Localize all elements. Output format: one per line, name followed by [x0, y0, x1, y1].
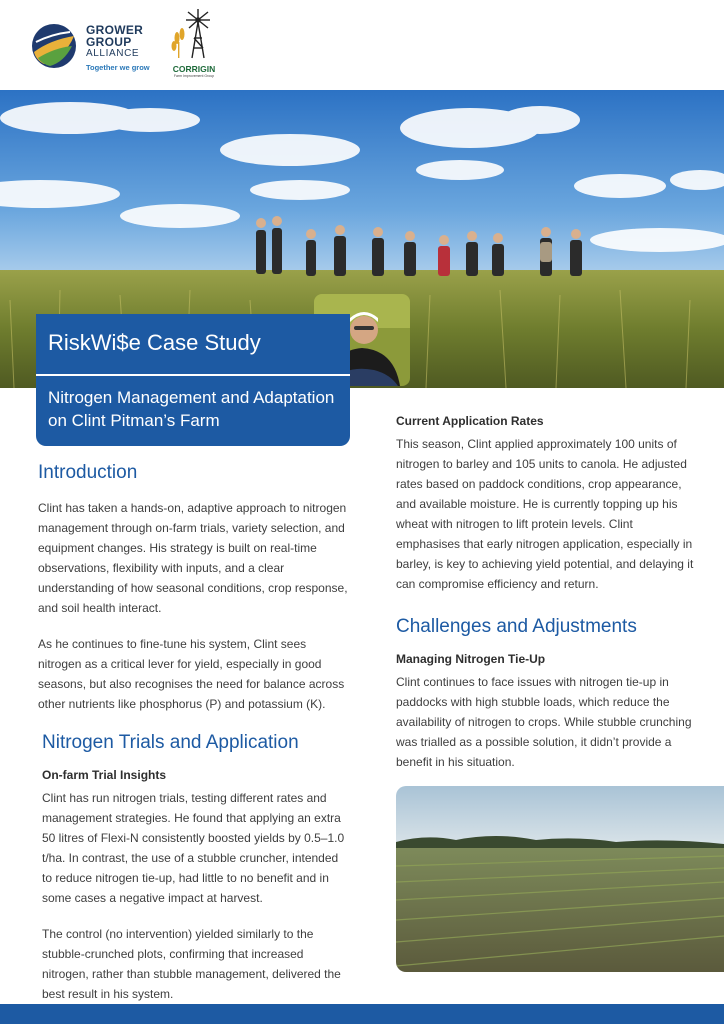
- corrigin-name: CORRIGIN: [172, 64, 216, 74]
- gga-name-line2: GROUP: [86, 35, 132, 49]
- trials-heading: Nitrogen Trials and Application: [42, 732, 299, 753]
- corrigin-subtitle: Farm Improvement Group: [173, 74, 215, 78]
- trials-paragraph-1: Clint has run nitrogen trials, testing different rates and management strategies. He found that applying an extra 50 litres of Flexi-N consistently boosted yields by 0.5–1.0 t/ha. In contrast, the use of a stubble cruncher, intended to reduce nitrogen tie-up, had little to no benefit and in some cases a negative impact at harvest.: [42, 791, 345, 905]
- left-column: [38, 462, 350, 1020]
- corrigin-logo: [168, 8, 220, 78]
- application-rates-paragraph: This season, Clint applied approximately 100 units of nitrogen to barley and 105 units to canola. He adjusted rates based on paddock conditions, crop appearance, and available moisture. He is currently topping up his wheat with nitrogen to lift protein levels. Clint emphasises that early nitrogen application, especially in barley, is key to achieving yield potential, and delaying it can compromise efficiency and return.: [396, 437, 694, 591]
- windmill-icon: [168, 8, 220, 60]
- footer-bar: [0, 1004, 724, 1024]
- application-rates-subheading: Current Application Rates: [396, 414, 544, 428]
- challenges-heading: Challenges and Adjustments: [396, 616, 637, 637]
- introduction-paragraph-1: Clint has taken a hands-on, adaptive approach to nitrogen management through on-farm trials, variety selection, and equipment changes. His strategy is built on real-time observations, flexibility with inputs, and a clear understanding of how seasonal conditions, crop response, and soil health interact.: [38, 501, 348, 615]
- trial-insights-subheading: On-farm Trial Insights: [42, 768, 167, 782]
- case-study-title: Nitrogen Management and Adaptation on Clint Pitman’s Farm: [48, 388, 335, 430]
- title-divider: [36, 374, 350, 376]
- right-column: [396, 414, 696, 788]
- introduction-heading: Introduction: [38, 462, 138, 483]
- gga-name-line3: ALLIANCE: [86, 48, 140, 59]
- case-study-label: RiskWi$e Case Study: [48, 330, 261, 355]
- gga-name-line1: GROWER: [86, 23, 144, 37]
- grower-group-alliance-logo: [30, 20, 160, 72]
- trials-paragraph-2: The control (no intervention) yielded similarly to the stubble-crunched plots, confirming that increased nitrogen, rather than stubble management, delivered the best result in his system.: [42, 927, 341, 1001]
- introduction-paragraph-2: As he continues to fine-tune his system, Clint sees nitrogen as a critical lever for yield, especially in good seasons, but also recognises the need for balance across other nutrients like phosphorus (P) and potassium (K).: [38, 637, 345, 711]
- crop-paddock-photo: [396, 786, 724, 972]
- case-study-title-box: [36, 314, 350, 446]
- gga-globe-icon: [30, 22, 78, 70]
- gga-tagline: Together we grow: [86, 63, 150, 72]
- tie-up-paragraph: Clint continues to face issues with nitrogen tie-up in paddocks with high stubble loads, which reduce the availability of nitrogen to crops. While stubble crunching was trialled as a possible solution, it didn’t provide a benefit in his situation.: [396, 675, 692, 769]
- tie-up-subheading: Managing Nitrogen Tie-Up: [396, 652, 546, 666]
